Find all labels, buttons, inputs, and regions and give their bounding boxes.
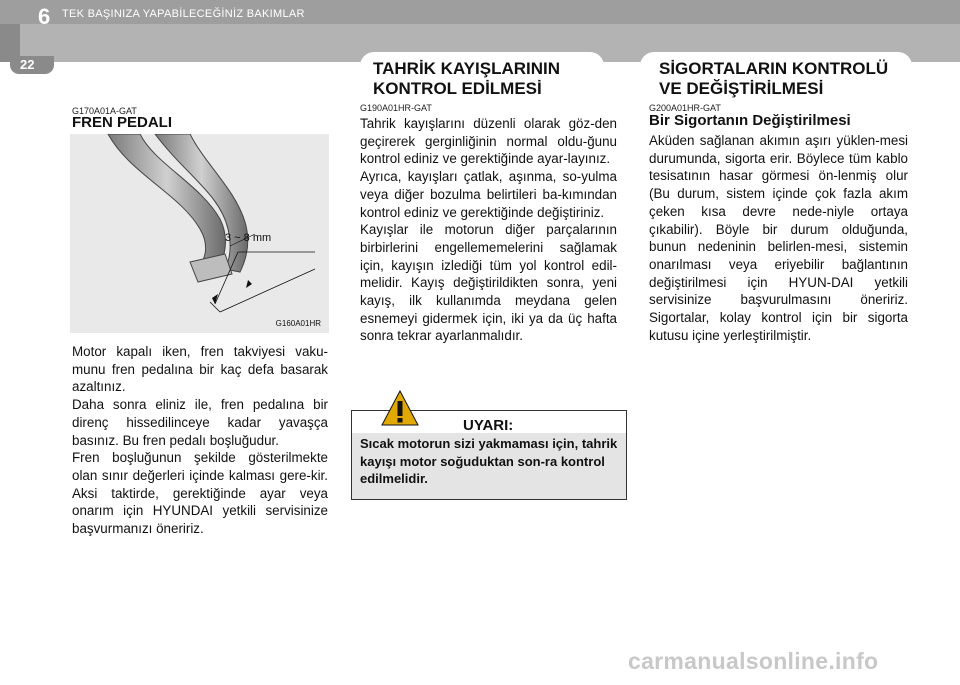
warning-exclamation-icon bbox=[380, 389, 420, 427]
section-title-line: TAHRİK KAYIŞLARININ bbox=[373, 59, 561, 78]
section-title-drive-belts bbox=[373, 59, 560, 99]
section-title-line: VE DEĞİŞTİRİLMESİ bbox=[659, 79, 824, 98]
chapter-title: TEK BAŞINIZA YAPABİLECEĞİNİZ BAKIMLAR bbox=[62, 8, 305, 20]
paragraph: Kayışlar ile motorun diğer parçalarının birbirlerini engellememelerini sağlamak için, kayışın izlediği tüm yol kontrol edil-melidir. Kayış değiştirildikten sonra, yeni kayış, ilk kullanımda meydana gelen esnemeyi gidermek için, iki ya da üç hafta sonra tekrar ayarlanmalıdır. bbox=[360, 222, 617, 344]
paragraph: Daha sonra eliniz ile, fren pedalına bir direnç hissedilinceye kadar yavaşça basınız. Bu fren pedalı boşluğudur. bbox=[72, 397, 328, 448]
section-title-line: SİGORTALARIN KONTROLÜ bbox=[659, 59, 889, 78]
section-code: G170A01A-GAT bbox=[72, 106, 137, 116]
paragraph: Ayrıca, kayışları çatlak, aşınma, so-yulma veya diğer bozulma belirtileri ba-kımından kontrol ediniz ve gerektiğinde değiştiriniz. bbox=[360, 169, 617, 220]
paragraph: Motor kapalı iken, fren takviyesi vaku-munu fren pedalına bir kaç defa basarak azaltınız. bbox=[72, 344, 328, 395]
brake-pedal-heading: FREN PEDALI bbox=[72, 114, 173, 131]
dimension-label: 3 ~ 8 mm bbox=[225, 232, 272, 244]
page-number: 22 bbox=[20, 57, 35, 72]
brake-pedal-illustration bbox=[70, 134, 329, 333]
chapter-number: 6 bbox=[38, 4, 51, 29]
watermark: carmanualsonline.info bbox=[628, 648, 879, 674]
section-title-line: KONTROL EDİLMESİ bbox=[373, 79, 542, 98]
paragraph: Aküden sağlanan akımın aşırı yüklen-mesi durumunda, sigorta erir. Böylece tüm kablo tesisatının hasar görmesi ön-lenmiş olur (Bu durum, sistem içinde çok fazla akım çeken kısa devre nede-niyle ortaya çıkabilir). Böyle bir durum olduğunda, bunun nedeninin belirlen-mesi, sistemin onarılması veya eriyebilir bağlantının değiştirilmesi için HYUN-DAI yetkili servisinize başvurulmasını öneririz. Sigortalar, kolay kontrol için bir sigorta kutusu içine yerleştirilmiştir. bbox=[649, 133, 908, 343]
brake-pedal-figure bbox=[70, 134, 329, 333]
section-code: G200A01HR-GAT bbox=[649, 103, 721, 113]
section-code: G190A01HR-GAT bbox=[360, 103, 432, 113]
warning-box bbox=[351, 410, 627, 500]
section-title-fuses bbox=[659, 59, 888, 99]
figure-code: G160A01HR bbox=[275, 319, 321, 328]
brake-pedal-text bbox=[72, 343, 328, 538]
warning-text: Sıcak motorun sizi yakmaması için, tahrik kayışı motor soğuduktan son-ra kontrol edilmelidir. bbox=[360, 436, 618, 486]
fuse-text bbox=[649, 132, 908, 344]
paragraph: Tahrik kayışlarını düzenli olarak göz-den geçirerek gerginliğinin normal oldu-ğunu kontrol ediniz ve gerektiğinde ayar-layınız. bbox=[360, 116, 617, 167]
warning-title: UYARI: bbox=[463, 417, 514, 434]
paragraph: Fren boşluğunun şekilde gösterilmekte olan sınır değerleri içinde kalması gere-kir. Aksi taktirde, gerektiğinde ayar veya onarım için HYUNDAI yetkili servisinize başvurmanızı öneririz. bbox=[72, 450, 328, 537]
fuse-replacement-heading: Bir Sigortanın Değiştirilmesi bbox=[649, 112, 851, 129]
drive-belt-text bbox=[360, 115, 617, 345]
